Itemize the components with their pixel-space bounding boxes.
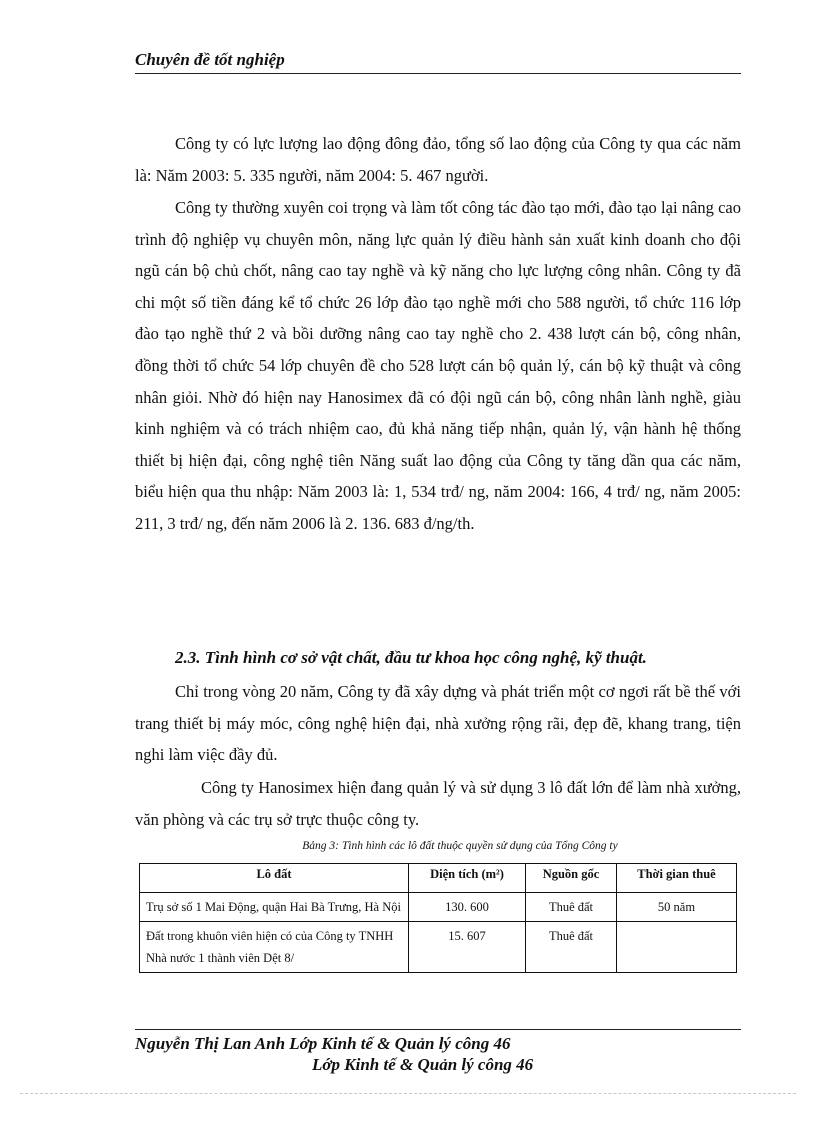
table-header-row <box>140 864 737 893</box>
col-header-area: Diện tích (m²) <box>409 864 526 893</box>
cell-lease-term: 50 năm <box>617 893 737 922</box>
footer-divider <box>135 1029 741 1030</box>
table-row <box>140 922 737 973</box>
cell-lot: Đất trong khuôn viên hiện có của Công ty TNHH Nhà nước 1 thành viên Dệt 8/ <box>140 922 409 973</box>
table-row <box>140 893 737 922</box>
section-heading: 2.3. Tình hình cơ sở vật chất, đầu tư khoa học công nghệ, kỹ thuật. <box>175 648 647 667</box>
cell-lease-term <box>617 922 737 973</box>
cell-area: 130. 600 <box>409 893 526 922</box>
paragraph-facilities: Chỉ trong vòng 20 năm, Công ty đã xây dựng và phát triển một cơ ngơi rất bề thế với trang thiết bị máy móc, công nghệ hiện đại, nhà xưởng rộng rãi, đẹp đẽ, khang trang, tiện nghi làm việc đầy đủ. <box>135 682 741 765</box>
footer-class: Lớp Kinh tế & Quản lý công 46 <box>312 1055 534 1074</box>
col-header-lease-term: Thời gian thuê <box>617 864 737 893</box>
cell-area: 15. 607 <box>409 922 526 973</box>
paragraph-workforce: Công ty có lực lượng lao động đông đảo, tổng số lao động của Công ty qua các năm là: Năm 2003: 5. 335 người, năm 2004: 5. 467 người. <box>135 134 741 185</box>
paragraph-training: Công ty thường xuyên coi trọng và làm tốt công tác đào tạo mới, đào tạo lại nâng cao trình độ nghiệp vụ chuyên môn, năng lực quản lý điều hành sản xuất kinh doanh cho đội ngũ cán bộ chủ chốt, nâng cao tay nghề và kỹ năng cho lực lượng công nhân. Công ty đã chi một số tiền đáng kể tổ chức 26 lớp đào tạo nghề mới cho 588 người, tổ chức 116 lớp đào tạo nghề thứ 2 và bồi dưỡng nâng cao tay nghề cho 2. 438 lượt cán bộ, công nhân, đồng thời tổ chức 54 lớp chuyên đề cho 528 lượt cán bộ quản lý, cán bộ kỹ thuật và công nhân giỏi. Nhờ đó hiện nay Hanosimex đã có đội ngũ cán bộ, công nhân lành nghề, giàu kinh nghiệm và có trách nhiệm cao, đủ khả năng tiếp nhận, quản lý, vận hành hệ thống thiết bị hiện đại, công nghệ tiên Năng suất lao động của Công ty tăng dần qua các năm, biểu hiện qua thu nhập: Năm 2003 là: 1, 534 trđ/ ng, năm 2004: 166, 4 trđ/ ng, năm 2005: 211, 3 trđ/ ng, đến năm 2006 là 2. 136. 683 đ/ng/th. <box>135 198 741 533</box>
page-break-divider <box>20 1093 796 1094</box>
paragraph-land-lots: Công ty Hanosimex hiện đang quản lý và sử dụng 3 lô đất lớn để làm nhà xưởng, văn phòng và các trụ sở trực thuộc công ty. <box>135 778 741 829</box>
footer-author: Nguyễn Thị Lan Anh Lớp Kinh tế & Quản lý công 46 <box>135 1034 511 1053</box>
col-header-origin: Nguồn gốc <box>526 864 617 893</box>
cell-origin: Thuê đất <box>526 893 617 922</box>
col-header-lot: Lô đất <box>140 864 409 893</box>
cell-origin: Thuê đất <box>526 922 617 973</box>
land-table <box>139 863 737 973</box>
table-caption: Bảng 3: Tình hình các lô đất thuộc quyền sử dụng của Tổng Công ty <box>302 840 618 852</box>
cell-lot: Trụ sở số 1 Mai Động, quận Hai Bà Trưng, Hà Nội <box>140 893 409 922</box>
page-header: Chuyên đề tốt nghiệp <box>135 50 741 74</box>
